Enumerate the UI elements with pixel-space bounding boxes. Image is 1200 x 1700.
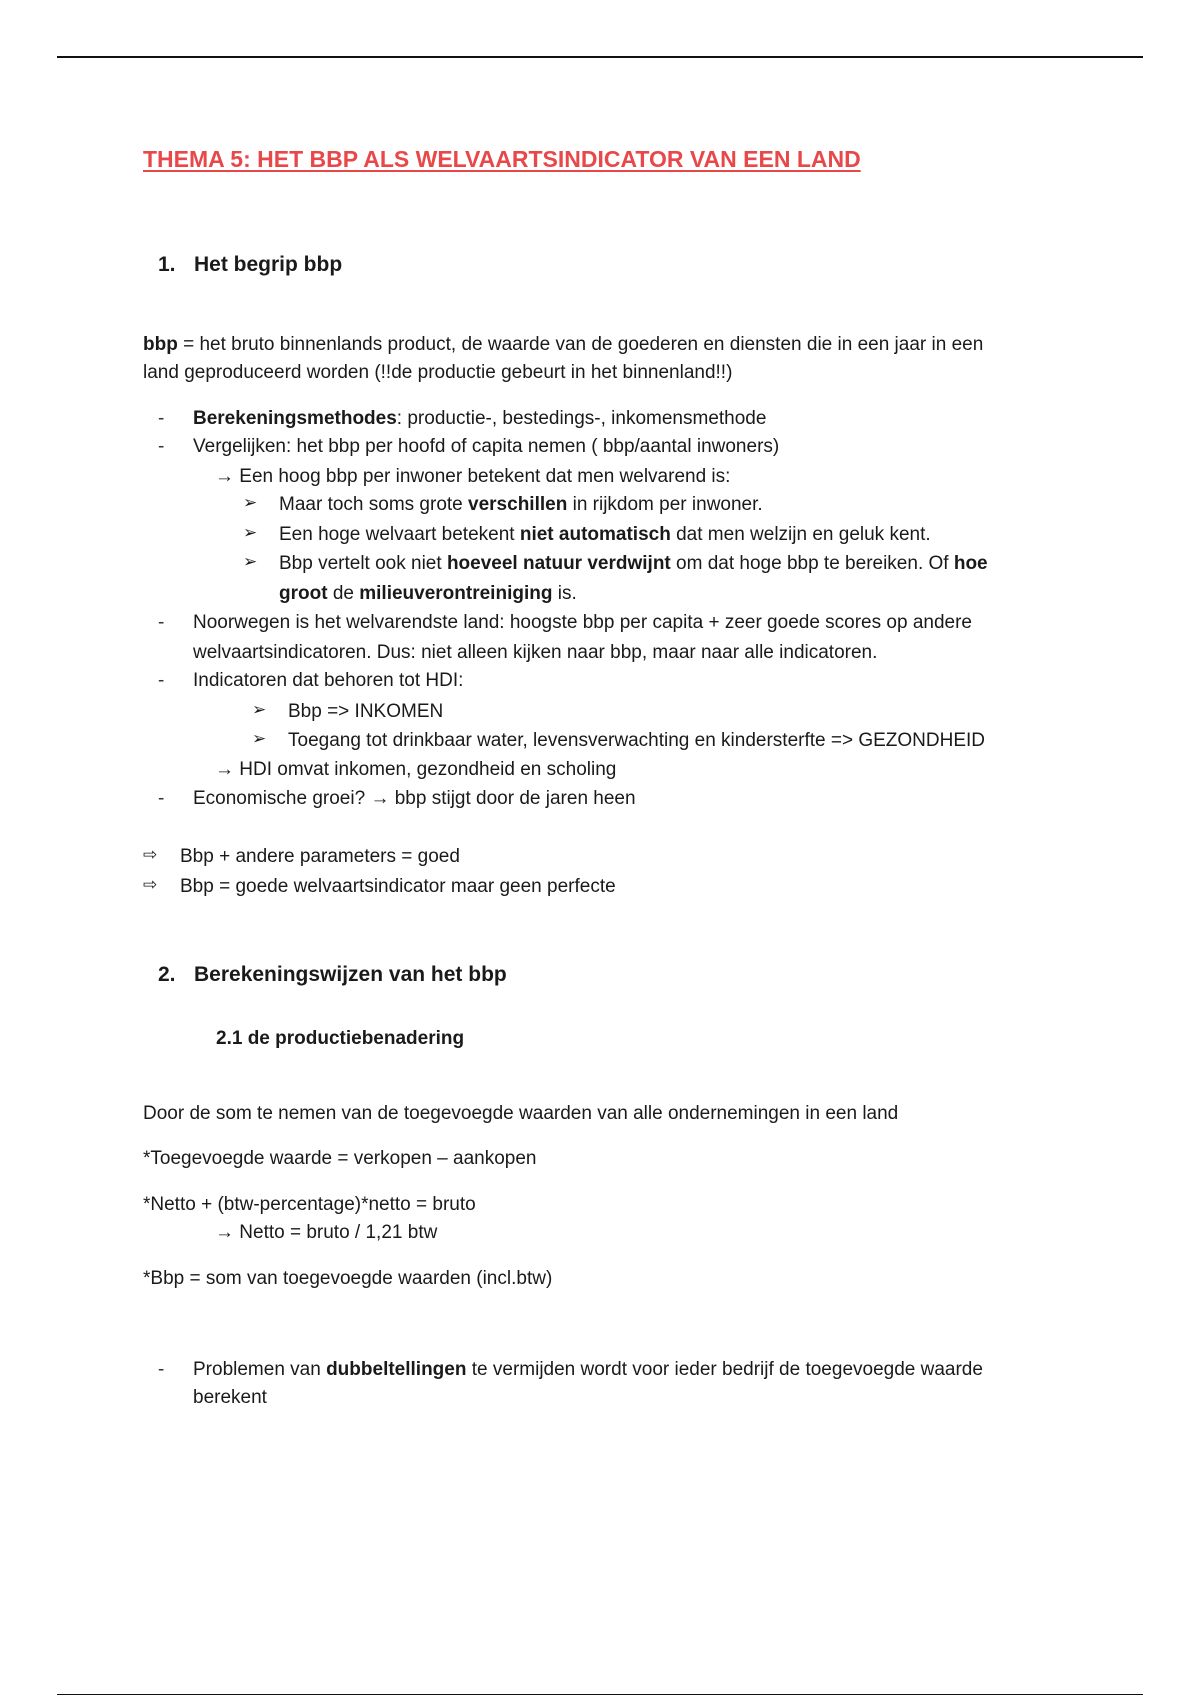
bullet-dash: - xyxy=(158,408,165,429)
subbullet-inkomen: Bbp => INKOMEN xyxy=(288,701,444,722)
subsection-2-1-heading: 2.1 de productiebenadering xyxy=(216,1028,465,1049)
arrow-line-welvarend: → Een hoog bbp per inwoner betekent dat men welvarend is: xyxy=(215,466,731,487)
chevron-bullet-icon: ➢ xyxy=(243,493,258,512)
subbullet-gezondheid: Toegang tot drinkbaar water, levensverwachting en kindersterfte => GEZONDHEID xyxy=(288,730,986,751)
bullet-noorwegen-2: welvaartsindicatoren. Dus: niet alleen kijken naar bbp, maar naar alle indicatoren. xyxy=(193,642,878,663)
arrow-line-hdi: → HDI omvat inkomen, gezondheid en scholing xyxy=(215,759,617,780)
bullet-noorwegen-1: Noorwegen is het welvarendste land: hoogste bbp per capita + zeer goede scores op andere xyxy=(193,612,972,633)
subbullet-verschillen: Maar toch soms grote verschillen in rijkdom per inwoner. xyxy=(279,494,763,515)
formula-netto: *Netto + (btw-percentage)*netto = bruto xyxy=(143,1194,476,1215)
subbullet-natuur-cont: groot de milieuverontreiniging is. xyxy=(279,583,577,604)
bullet-dash: - xyxy=(158,670,165,691)
chevron-bullet-icon: ➢ xyxy=(252,729,267,748)
subbullet-automatisch: Een hoge welvaart betekent niet automatisch dat men welzijn en geluk kent. xyxy=(279,524,931,545)
hollow-arrow-icon: ⇨ xyxy=(143,875,158,894)
definition-line-2: land geproduceerd worden (!!de productie gebeurt in het binnenland!!) xyxy=(143,362,733,383)
arrow-icon: → xyxy=(215,1222,234,1243)
definition-term: bbp xyxy=(143,334,178,355)
formula-toegevoegde-waarde: *Toegevoegde waarde = verkopen – aankopen xyxy=(143,1148,537,1169)
bullet-dash: - xyxy=(158,612,165,633)
arrow-icon: → xyxy=(370,788,390,809)
chevron-bullet-icon: ➢ xyxy=(252,700,267,719)
paragraph-som: Door de som te nemen van de toegevoegde waarden van alle ondernemingen in een land xyxy=(143,1103,899,1124)
section-1-heading xyxy=(158,253,342,277)
section-2-number: 2. xyxy=(158,963,176,986)
bullet-dash: - xyxy=(158,788,165,809)
section-1-title: Het begrip bbp xyxy=(194,253,343,276)
section-1-number: 1. xyxy=(158,253,176,276)
section-2-title: Berekeningswijzen van het bbp xyxy=(194,963,507,986)
bullet-dubbeltellingen: Problemen van dubbeltellingen te vermijden wordt voor ieder bedrijf de toegevoegde waarde xyxy=(193,1359,983,1380)
definition-line-1: bbp = het bruto binnenlands product, de waarde van de goederen en diensten die in een jaar in een xyxy=(143,334,984,355)
bullet-dash: - xyxy=(158,1359,165,1380)
bullet-economische-groei: Economische groei? → bbp stijgt door de jaren heen xyxy=(193,788,636,809)
bullet-berekeningsmethodes: Berekeningsmethodes: productie-, bestedings-, inkomensmethode xyxy=(193,408,767,429)
arrow-icon: → xyxy=(215,759,234,780)
arrow-line-netto: → Netto = bruto / 1,21 btw xyxy=(215,1222,438,1243)
bullet-vergelijken: Vergelijken: het bbp per hoofd of capita nemen ( bbp/aantal inwoners) xyxy=(193,436,780,457)
conclusion-1: Bbp + andere parameters = goed xyxy=(180,846,460,867)
bottom-rule xyxy=(57,1694,1143,1695)
top-rule xyxy=(57,56,1143,58)
subbullet-natuur: Bbp vertelt ook niet hoeveel natuur verdwijnt om dat hoge bbp te bereiken. Of hoe xyxy=(279,553,988,574)
conclusion-2: Bbp = goede welvaartsindicator maar geen perfecte xyxy=(180,876,616,897)
chevron-bullet-icon: ➢ xyxy=(243,552,258,571)
arrow-icon: → xyxy=(215,466,234,487)
bullet-dubbeltellingen-cont: berekent xyxy=(193,1387,267,1408)
formula-bbp: *Bbp = som van toegevoegde waarden (incl.btw) xyxy=(143,1268,553,1289)
bullet-hdi: Indicatoren dat behoren tot HDI: xyxy=(193,670,464,691)
bullet-dash: - xyxy=(158,436,165,457)
hollow-arrow-icon: ⇨ xyxy=(143,845,158,864)
section-2-heading xyxy=(158,963,507,987)
chevron-bullet-icon: ➢ xyxy=(243,523,258,542)
page-title: THEMA 5: HET BBP ALS WELVAARTSINDICATOR VAN EEN LAND xyxy=(143,146,861,172)
